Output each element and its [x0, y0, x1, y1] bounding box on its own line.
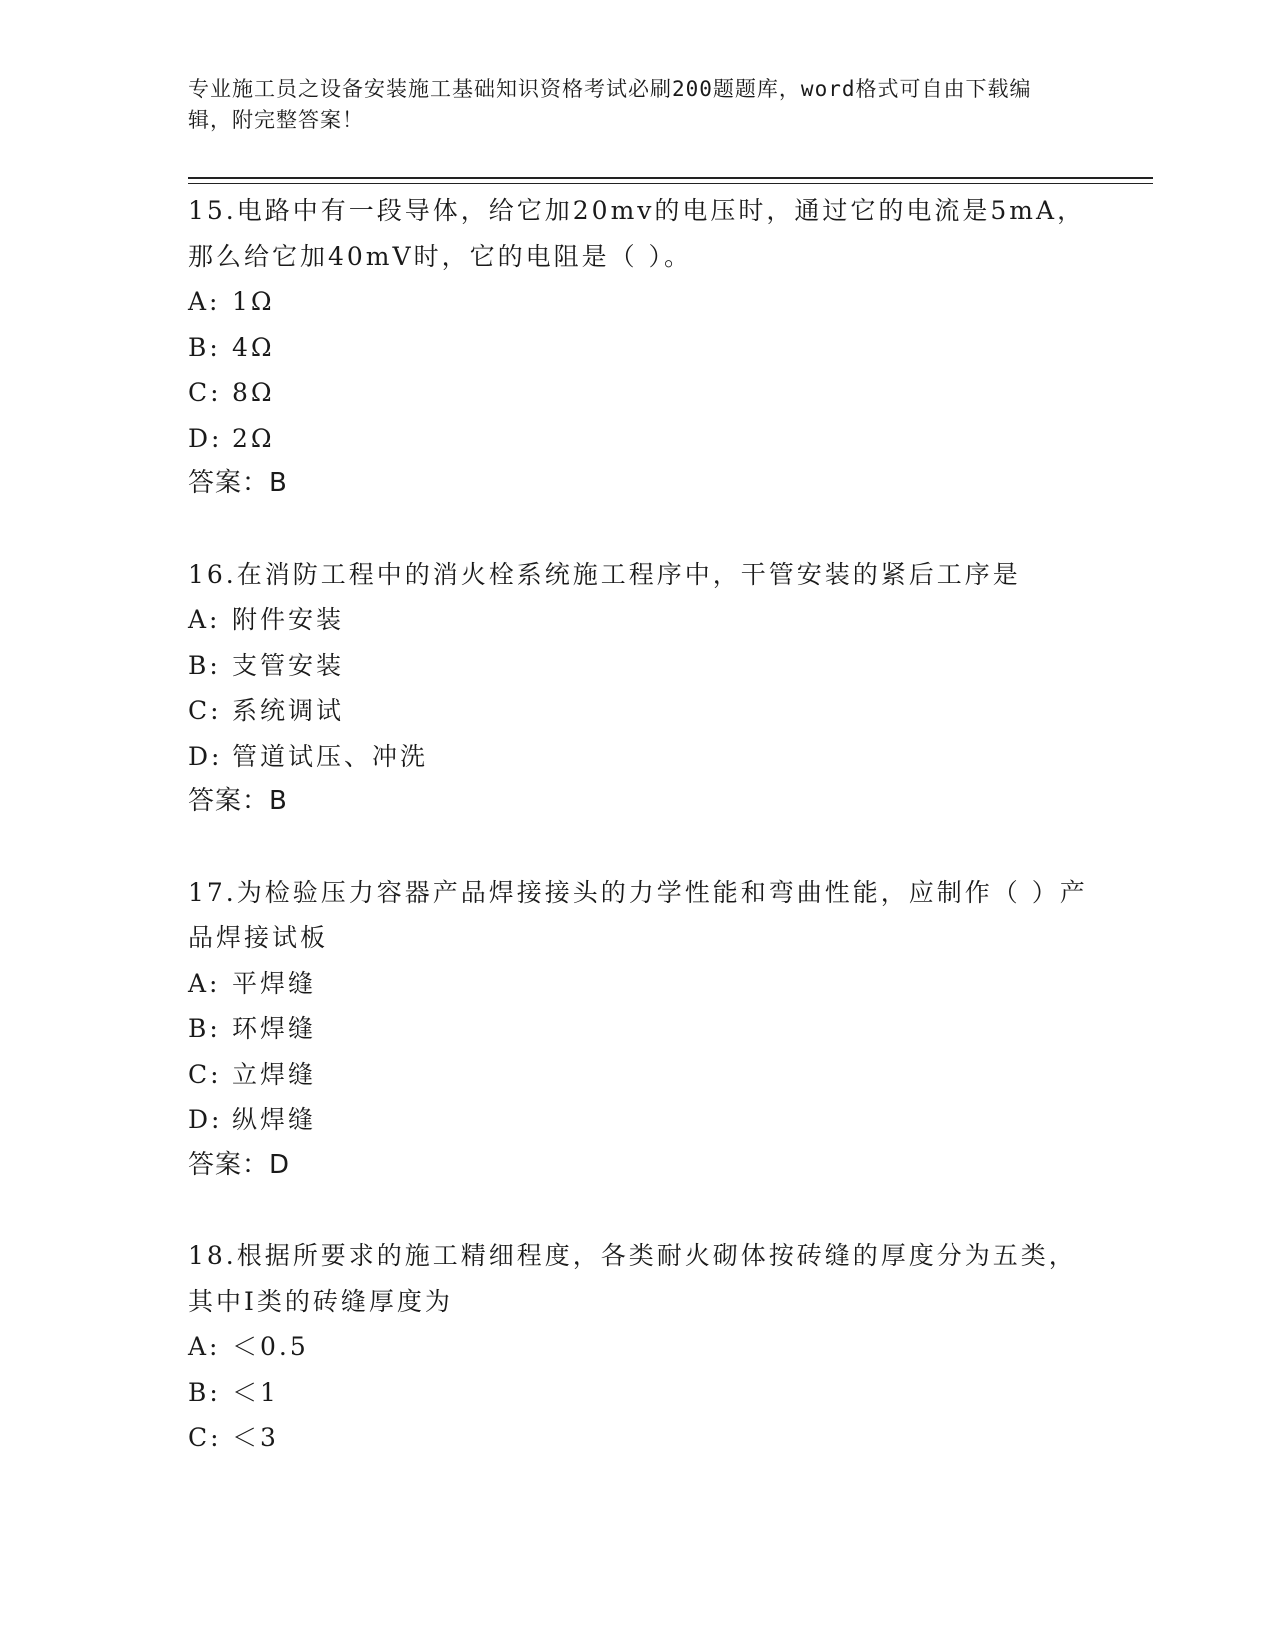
option-a: [188, 279, 1088, 325]
option-b: [188, 1006, 1088, 1052]
option-text: 平焊缝: [232, 968, 317, 998]
option-text: 管道试压、冲洗: [232, 741, 429, 771]
answer-label: 答案：D: [188, 1149, 291, 1180]
option-letter: B:: [188, 1014, 221, 1043]
option-text: 1Ω: [232, 287, 275, 316]
option-a: [188, 597, 1088, 643]
header-rule-thick: [188, 177, 1153, 179]
option-text: ＜3: [232, 1423, 279, 1452]
answer-label: 答案：B: [188, 786, 288, 816]
option-d: [188, 1097, 1088, 1143]
question-17: [188, 870, 1088, 1189]
question-stem: 15.电路中有一段导体，给它加20mv的电压时，通过它的电流是5mA，那么给它加40mV时，它的电阻是（ ）。: [188, 196, 1086, 271]
question-16: [188, 552, 1088, 825]
option-letter: B:: [188, 332, 221, 362]
option-c: [188, 1052, 1088, 1098]
option-b: [188, 643, 1088, 689]
option-letter: B:: [188, 1377, 221, 1407]
option-letter: C:: [188, 1423, 222, 1452]
answer-label: 答案：B: [188, 468, 288, 498]
option-text: 附件安装: [232, 605, 345, 634]
option-letter: A:: [188, 1332, 221, 1361]
option-letter: C:: [188, 1059, 222, 1089]
document-header: 专业施工员之设备安装施工基础知识资格考试必刷200题题库，word格式可自由下载编辑，附完整答案！: [188, 77, 1032, 132]
option-letter: D:: [188, 1105, 223, 1134]
header-rule-thin: [188, 183, 1153, 184]
option-text: ＜0.5: [232, 1332, 309, 1361]
option-c: [188, 1415, 1088, 1461]
question-stem: 17.为检验压力容器产品焊接接头的力学性能和弯曲性能，应制作（ ）产品焊接试板: [188, 877, 1088, 952]
option-text: 2Ω: [232, 423, 275, 453]
option-text: 系统调试: [232, 696, 345, 725]
option-a: [188, 961, 1088, 1007]
option-text: ＜1: [232, 1377, 279, 1407]
option-text: 支管安装: [232, 650, 345, 680]
question-15: [188, 188, 1088, 507]
option-b: [188, 1370, 1088, 1416]
option-letter: D:: [188, 741, 223, 771]
option-text: 纵焊缝: [232, 1105, 317, 1134]
question-stem: 16.在消防工程中的消火栓系统施工程序中，干管安装的紧后工序是: [188, 559, 1021, 589]
option-d: [188, 416, 1088, 462]
question-stem: 18.根据所要求的施工精细程度，各类耐火砌体按砖缝的厚度分为五类，其中Ⅰ类的砖缝厚度为: [188, 1241, 1077, 1316]
option-d: [188, 734, 1088, 780]
option-letter: A:: [188, 605, 221, 634]
option-letter: B:: [188, 650, 221, 680]
option-b: [188, 325, 1088, 371]
question-18: [188, 1233, 1088, 1461]
option-c: [188, 688, 1088, 734]
option-text: 环焊缝: [232, 1014, 317, 1043]
option-c: [188, 370, 1088, 416]
question-list: [188, 188, 1088, 1506]
option-letter: D:: [188, 423, 223, 453]
option-letter: C:: [188, 696, 222, 725]
option-letter: A:: [188, 287, 221, 316]
option-text: 立焊缝: [232, 1059, 317, 1089]
option-a: [188, 1324, 1088, 1370]
option-text: 8Ω: [232, 378, 275, 407]
option-text: 4Ω: [232, 332, 275, 362]
option-letter: A:: [188, 968, 221, 998]
option-letter: C:: [188, 378, 222, 407]
